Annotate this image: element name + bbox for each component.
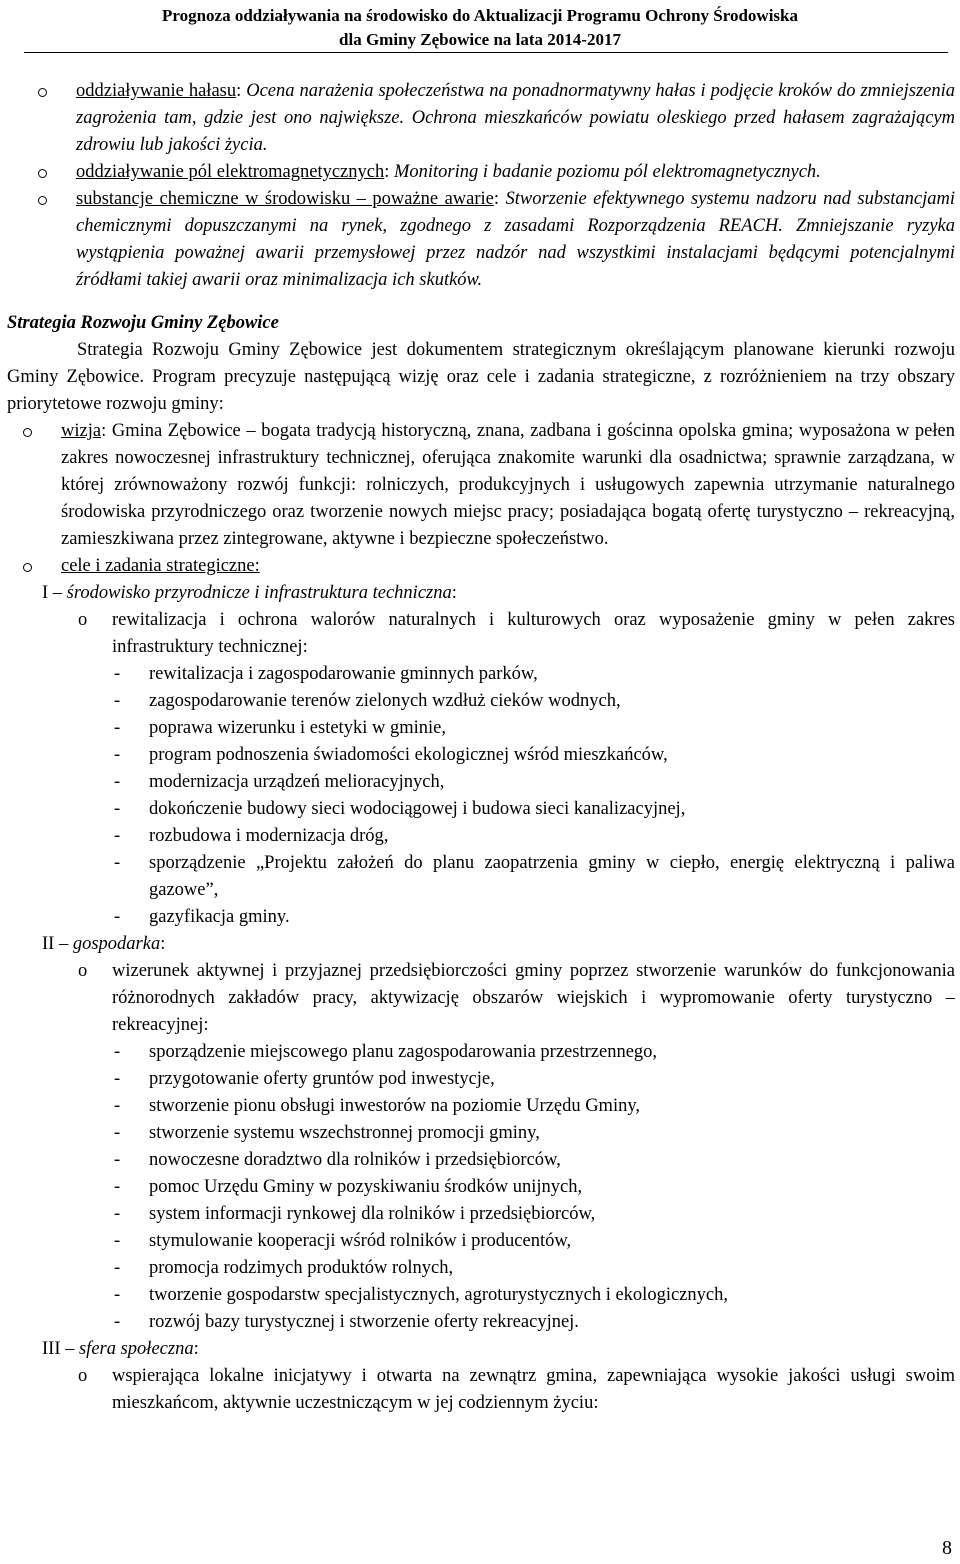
task-item: - tworzenie gospodarstw specjalistycznych, agroturystycznych i ekologicznych, [114, 1285, 728, 1305]
section-title: Strategia Rozwoju Gminy Zębowice [7, 313, 279, 333]
list-item: oddziaływanie hałasu: Ocena narażenia społeczeństwa na ponadnormatywny hałas i podjęcie kroków do zmniejszenia zagrożenia tam, gdzie jest ono największe. Ochrona mieszkańców powiatu oleskiego przed hałasem zagrażającym zdrowiu lub jakości życia. [7, 78, 955, 159]
task-item: - nowoczesne doradztwo dla rolników i przedsiębiorców, [114, 1150, 561, 1170]
circle-marker: o [78, 1366, 88, 1386]
task-item: - gazyfikacja gminy. [114, 907, 290, 927]
task-item: - sporządzenie miejscowego planu zagospodarowania przestrzennego, [114, 1042, 658, 1062]
item-text: Stworzenie efektywnego systemu nadzoru nad substancjami chemicznymi dopuszczanymi na rynek, zgodnego z zasadami Rozporządzenia REACH. Zmniejszanie ryzyka wystąpienia poważnej awarii przemysłowej przez nadzór nad wszystkimi instalacjami będącymi potencjalnymi źródłami takiej awarii oraz minimalizacja ich skutków. [76, 189, 956, 290]
task-list [7, 661, 955, 931]
list-item: substancje chemiczne w środowisku – poważne awarie: Stworzenie efektywnego systemu nadzoru nad substancjami chemicznymi dopuszczanymi na rynek, zgodnego z zasadami Rozporządzenia REACH. Zmniejszanie ryzyka wystąpienia poważnej awarii przemysłowej przez nadzór nad wszystkimi instalacjami będącymi potencjalnymi źródłami takiej awarii oraz minimalizacja ich skutków. [7, 186, 955, 294]
goals-label: cele i zadania strategiczne: [61, 556, 260, 576]
task-item: - przygotowanie oferty gruntów pod inwestycje, [114, 1069, 495, 1089]
goal-list [7, 607, 955, 661]
circle-marker: o [78, 610, 88, 630]
bullet-icon [38, 196, 47, 205]
list-item: oddziaływanie pól elektromagnetycznych: Monitoring i badanie poziomu pól elektromagnetycznych. [7, 159, 955, 186]
goal-text: wspierająca lokalne inicjatywy i otwarta na zewnątrz gmina, zapewniająca wysokie jakości usługi swoim mieszkańcom, aktywnie uczestniczącym w jej codziennym życiu: [112, 1366, 955, 1413]
goal-text: wizerunek aktywnej i przyjaznej przedsiębiorczości gminy poprzez stworzenie warunków do funkcjonowania różnorodnych zakładów pracy, aktywizację obszarów wiejskich i wypromowanie oferty turystyczno – rekreacyjnej: [112, 961, 955, 1035]
task-item: - program podnoszenia świadomości ekologicznej wśród mieszkańców, [114, 745, 668, 765]
bullet-icon [23, 563, 32, 572]
item-text: Monitoring i badanie poziomu pól elektromagnetycznych. [393, 162, 821, 182]
bullet-icon [23, 428, 32, 437]
task-item: - zagospodarowanie terenów zielonych wzdłuż cieków wodnych, [114, 691, 621, 711]
goal-item [7, 1363, 955, 1417]
header-line-1: Prognoza oddziaływania na środowisko do Aktualizacji Programu Ochrony Środowiska [161, 6, 798, 25]
goal-list [7, 1363, 955, 1417]
task-item: - modernizacja urządzeń melioracyjnych, [114, 772, 445, 792]
bullet-icon [38, 88, 47, 97]
header-line-2: dla Gminy Zębowice na lata 2014-2017 [339, 30, 621, 49]
task-item: - rewitalizacja i zagospodarowanie gminnych parków, [114, 664, 538, 684]
task-item: - dokończenie budowy sieci wodociągowej i budowa sieci kanalizacyjnej, [114, 799, 686, 819]
impact-list [7, 78, 955, 294]
header-divider [24, 52, 948, 53]
vision-item [7, 418, 955, 553]
task-item: - stymulowanie kooperacji wśród rolników i producentów, [114, 1231, 572, 1251]
task-item: - promocja rodzimych produktów rolnych, [114, 1258, 454, 1278]
area-heading: II – gospodarka: [42, 934, 166, 954]
task-item: - sporządzenie „Projektu założeń do planu zaopatrzenia gminy w ciepło, energię elektryczną i paliwa gazowe”, [114, 853, 955, 900]
area-name: gospodarka [72, 934, 161, 954]
document-body [7, 78, 955, 1417]
area-name: sfera społeczna [78, 1339, 194, 1359]
item-heading: oddziaływanie pól elektromagnetycznych [76, 162, 385, 182]
goals-item [7, 553, 955, 580]
section-paragraph: Strategia Rozwoju Gminy Zębowice jest dokumentem strategicznym określającym planowane kierunki rozwoju Gminy Zębowice. Program precyzuje następującą wizję oraz cele i zadania strategiczne, z rozróżnieniem na trzy obszary priorytetowe rozwoju gminy: [7, 340, 955, 414]
bullet-icon [38, 169, 47, 178]
task-item: - poprawa wizerunku i estetyki w gminie, [114, 718, 446, 738]
page-header [0, 4, 960, 52]
item-heading: substancje chemiczne w środowisku – poważne awarie [76, 189, 494, 209]
vision-label: wizja [61, 421, 102, 441]
strategy-list [7, 418, 955, 580]
area-name: środowisko przyrodnicze i infrastruktura techniczna [66, 583, 452, 603]
task-item: - rozbudowa i modernizacja dróg, [114, 826, 389, 846]
area-heading: III – sfera społeczna: [42, 1339, 199, 1359]
area-heading: I – środowisko przyrodnicze i infrastruktura techniczna: [42, 583, 457, 603]
task-item: - system informacji rynkowej dla rolników i przedsiębiorców, [114, 1204, 596, 1224]
page-number: 8 [942, 1537, 952, 1559]
task-item: - stworzenie pionu obsługi inwestorów na poziomie Urzędu Gminy, [114, 1096, 641, 1116]
goal-item [7, 958, 955, 1039]
goal-list [7, 958, 955, 1039]
item-heading: oddziaływanie hałasu [76, 81, 237, 101]
circle-marker: o [78, 961, 88, 981]
goal-item [7, 607, 955, 661]
vision-text: : Gmina Zębowice – bogata tradycją historyczną, znana, zadbana i gościnna opolska gmina; wyposażona w pełen zakres nowoczesnej infrastruktury technicznej, oferująca znakomite warunki dla osadnictwa; sprawnie zarządzana, w której zrównoważony rozwój funkcji: rolniczych, produkcyjnych i usługowych zapewnia utrzymanie naturalnego środowiska przyrodniczego oraz tworzenie nowych miejsc pracy; posiadająca bogatą ofertę turystyczno – rekreacyjną, zamieszkiwana przez zintegrowane, aktywne i bezpieczne społeczeństwo. [61, 421, 955, 549]
task-list [7, 1039, 955, 1336]
task-item: - pomoc Urzędu Gminy w pozyskiwaniu środków unijnych, [114, 1177, 583, 1197]
task-item: - rozwój bazy turystycznej i stworzenie oferty rekreacyjnej. [114, 1312, 579, 1332]
task-item: - stworzenie systemu wszechstronnej promocji gminy, [114, 1123, 540, 1143]
goal-text: rewitalizacja i ochrona walorów naturalnych i kulturowych oraz wyposażenie gminy w pełen zakres infrastruktury technicznej: [112, 610, 955, 657]
item-text: Ocena narażenia społeczeństwa na ponadnormatywny hałas i podjęcie kroków do zmniejszenia zagrożenia tam, gdzie jest ono największe. Ochrona mieszkańców powiatu oleskiego przed hałasem zagrażającym zdrowiu lub jakości życia. [76, 81, 956, 155]
